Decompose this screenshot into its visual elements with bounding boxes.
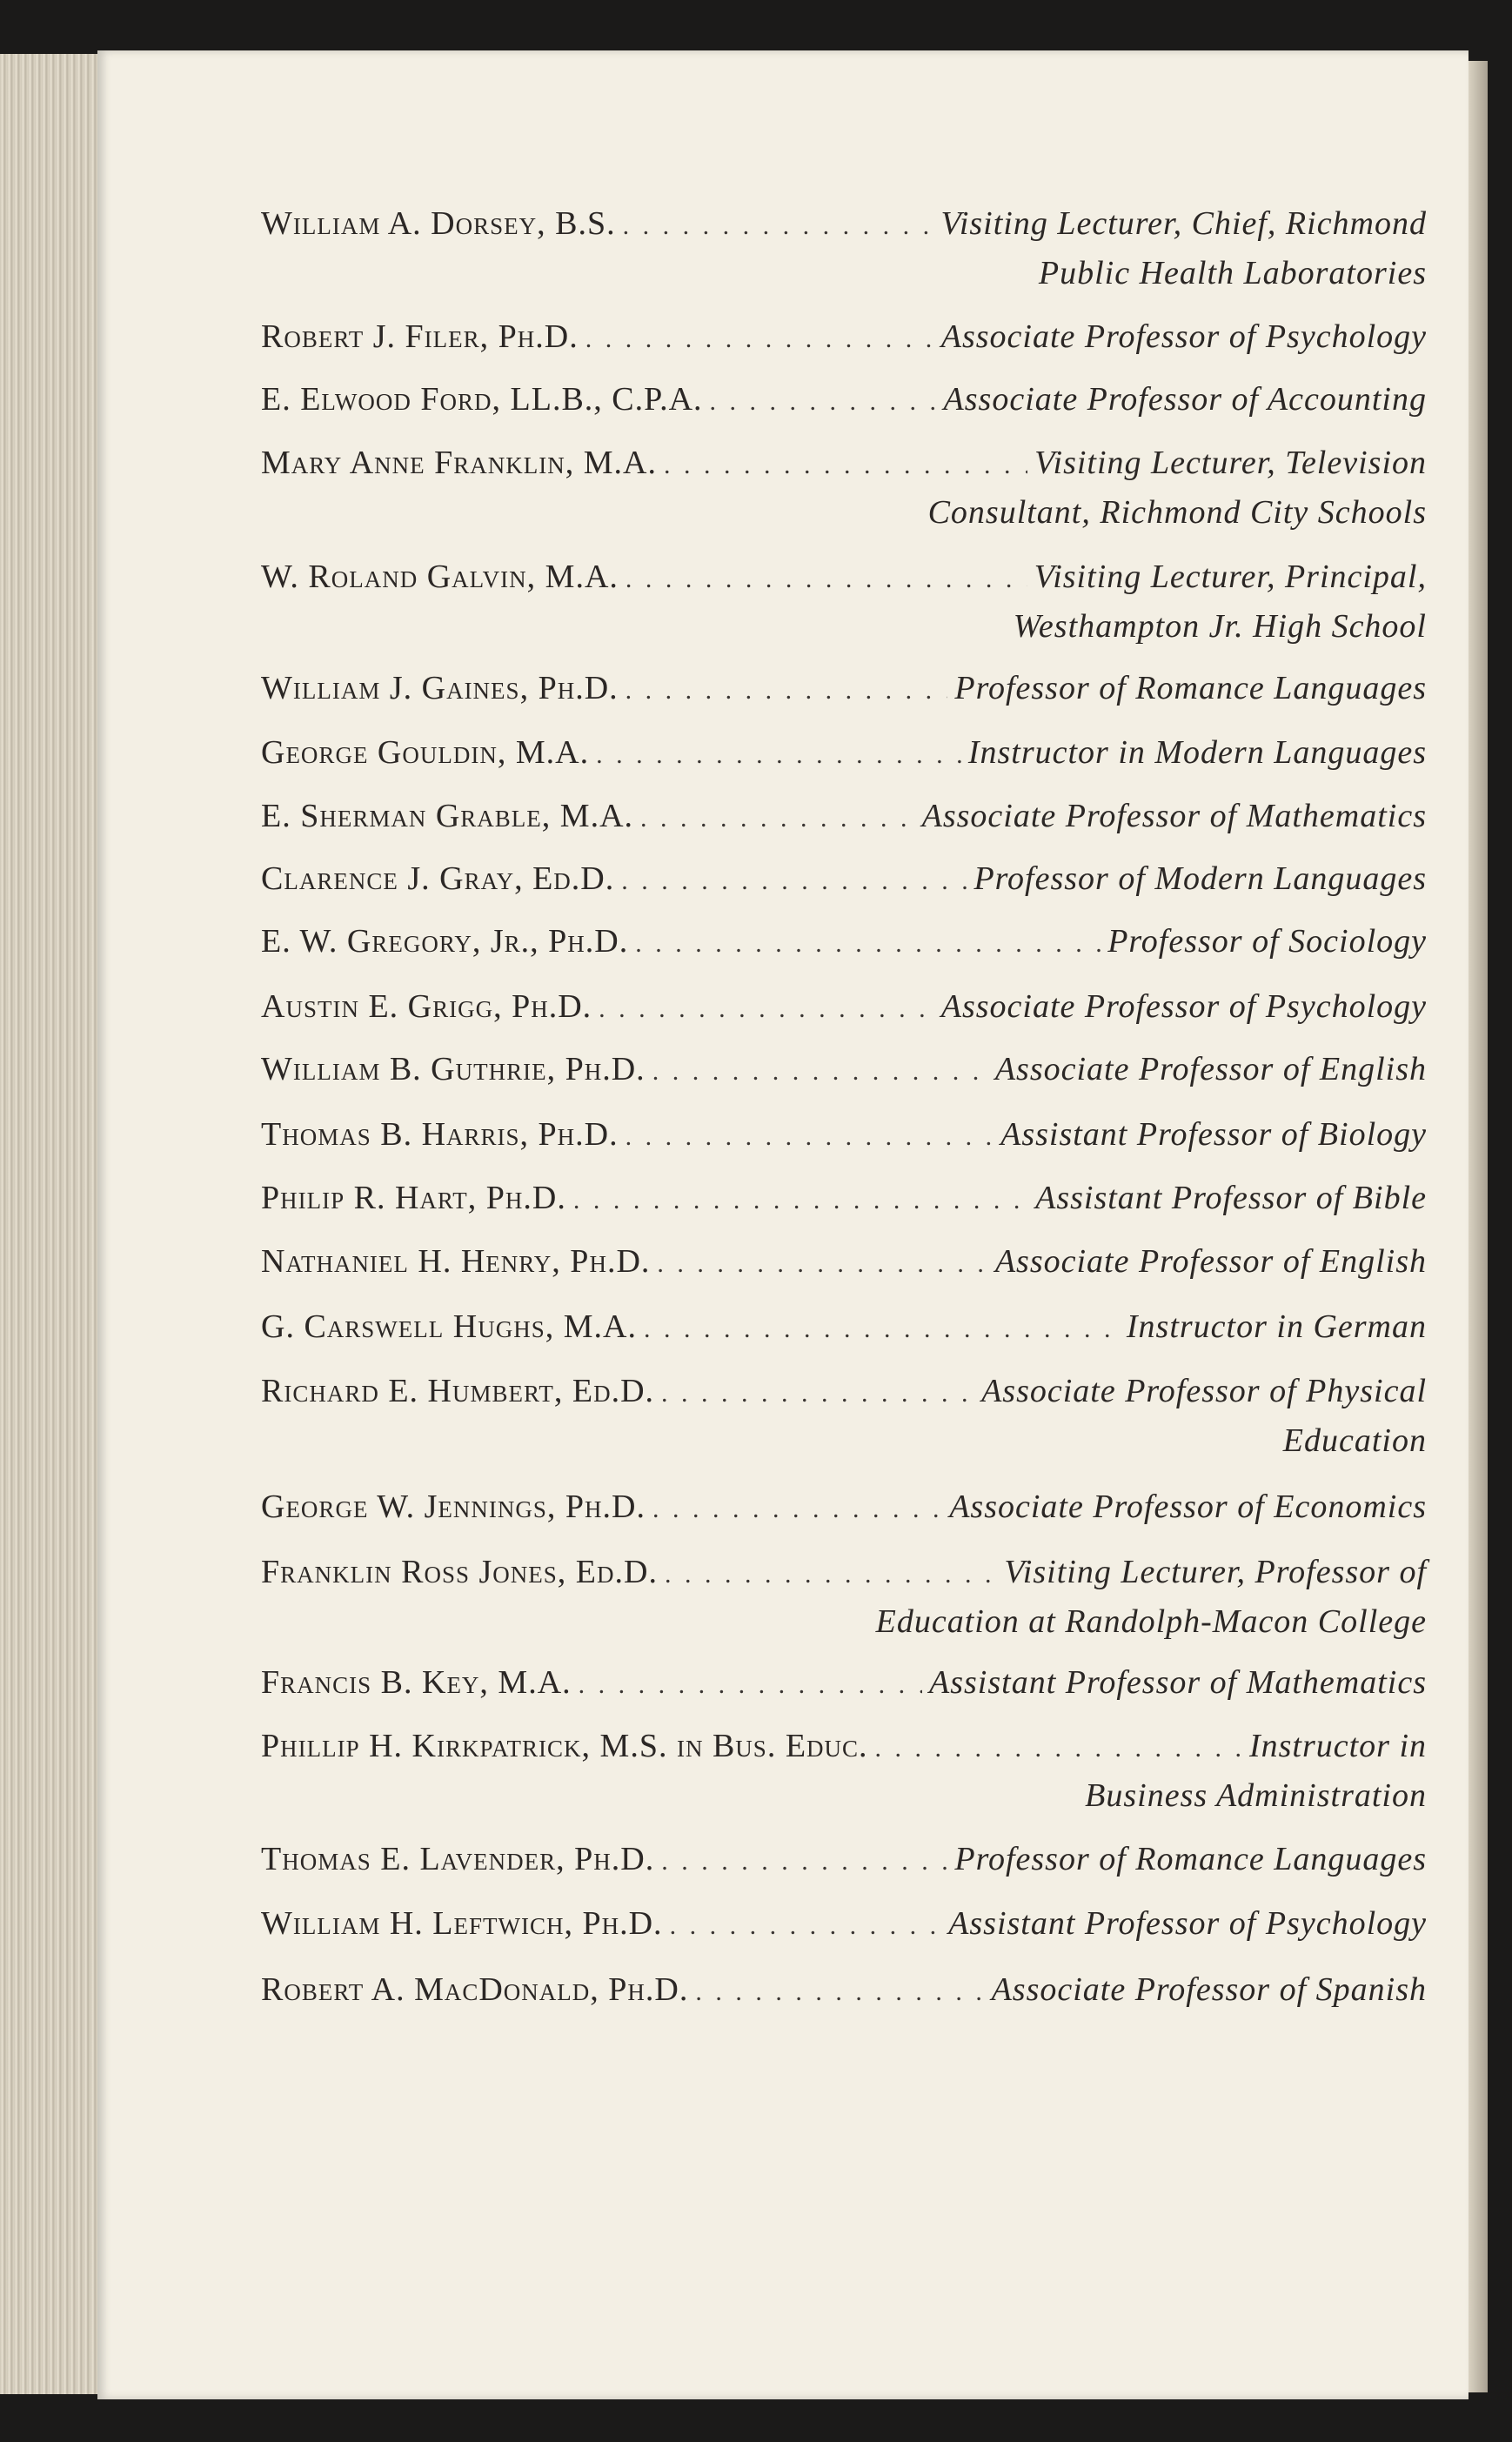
- dot-leader: [664, 442, 1027, 489]
- entry-first-line: [261, 1836, 1427, 1885]
- entry-first-line: [261, 1111, 1427, 1161]
- faculty-entry: [261, 1549, 1427, 1645]
- faculty-entry: [261, 855, 1427, 905]
- book-right-edge: [1469, 61, 1488, 2392]
- faculty-entry: [261, 1238, 1427, 1288]
- faculty-entry: [261, 1174, 1427, 1224]
- entry-first-line: [261, 1303, 1427, 1353]
- dot-leader: [626, 667, 948, 714]
- faculty-title-continued: Westhampton Jr. High School: [1013, 608, 1427, 645]
- faculty-name: Nathaniel H. Henry, Ph.D.: [261, 1243, 651, 1280]
- dot-leader: [665, 1551, 997, 1598]
- faculty-entry: [261, 376, 1427, 425]
- faculty-entry: [261, 1046, 1427, 1095]
- dot-leader: [652, 1486, 942, 1533]
- faculty-entry: [261, 1900, 1427, 1950]
- faculty-title-continued: Education: [1282, 1422, 1427, 1459]
- faculty-name: E. Elwood Ford, LL.B., C.P.A.: [261, 381, 703, 418]
- faculty-title: Assistant Professor of Biology: [1000, 1116, 1427, 1153]
- faculty-title: Visiting Lecturer, Chief, Richmond: [940, 205, 1427, 242]
- faculty-title: Instructor in: [1248, 1728, 1427, 1764]
- faculty-title: Associate Professor of Psychology: [940, 318, 1427, 355]
- dot-leader: [599, 986, 934, 1033]
- faculty-title: Associate Professor of Mathematics: [921, 798, 1427, 834]
- faculty-name: Richard E. Humbert, Ed.D.: [261, 1373, 655, 1409]
- faculty-entry: [261, 200, 1427, 297]
- faculty-title-continued: Education at Randolph-Macon College: [875, 1603, 1427, 1640]
- faculty-title: Visiting Lecturer, Professor of: [1004, 1554, 1427, 1590]
- dot-leader: [596, 732, 961, 779]
- entry-first-line: [261, 553, 1427, 603]
- faculty-name: G. Carswell Hughs, M.A.: [261, 1308, 637, 1345]
- entry-first-line: [261, 983, 1427, 1033]
- faculty-name: Thomas E. Lavender, Ph.D.: [261, 1841, 655, 1877]
- faculty-entry: [261, 1303, 1427, 1353]
- entry-first-line: [261, 918, 1427, 967]
- faculty-name: W. Roland Galvin, M.A.: [261, 559, 619, 595]
- faculty-name: William A. Dorsey, B.S.: [261, 205, 616, 242]
- faculty-title: Associate Professor of Economics: [949, 1489, 1427, 1525]
- faculty-title: Associate Professor of Psychology: [940, 988, 1427, 1025]
- faculty-entry: [261, 918, 1427, 967]
- faculty-title: Instructor in German: [1126, 1308, 1427, 1345]
- faculty-entry: [261, 983, 1427, 1033]
- entry-first-line: [261, 1900, 1427, 1950]
- faculty-entry: [261, 729, 1427, 779]
- dot-leader: [644, 1306, 1120, 1353]
- dot-leader: [635, 920, 1101, 967]
- faculty-title: Professor of Sociology: [1107, 923, 1427, 960]
- faculty-title-continued: Business Administration: [1085, 1777, 1427, 1814]
- faculty-title: Instructor in Modern Languages: [967, 734, 1427, 771]
- dot-leader: [585, 316, 934, 363]
- faculty-entry: [261, 1836, 1427, 1885]
- faculty-entry: [261, 1659, 1427, 1709]
- faculty-entry: [261, 1368, 1427, 1464]
- faculty-name: George Gouldin, M.A.: [261, 734, 590, 771]
- faculty-name: Austin E. Grigg, Ph.D.: [261, 988, 592, 1025]
- faculty-title-continued: Consultant, Richmond City Schools: [927, 494, 1427, 531]
- dot-leader: [623, 203, 934, 250]
- entry-first-line: [261, 729, 1427, 779]
- faculty-title: Professor of Romance Languages: [954, 670, 1427, 706]
- entry-first-line: [261, 1659, 1427, 1709]
- dot-leader: [875, 1725, 1242, 1772]
- faculty-title: Associate Professor of Accounting: [943, 381, 1427, 418]
- faculty-name: E. W. Gregory, Jr., Ph.D.: [261, 923, 629, 960]
- faculty-entry: [261, 793, 1427, 842]
- dot-leader: [626, 1114, 994, 1161]
- faculty-title: Associate Professor of Physical: [981, 1373, 1427, 1409]
- faculty-title: Professor of Romance Languages: [954, 1841, 1427, 1877]
- faculty-title: Professor of Modern Languages: [973, 860, 1427, 897]
- faculty-name: Phillip H. Kirkpatrick, M.S. in Bus. Educ.: [261, 1728, 868, 1764]
- dot-leader: [640, 795, 915, 842]
- faculty-name: Franklin Ross Jones, Ed.D.: [261, 1554, 658, 1590]
- faculty-name: George W. Jennings, Ph.D.: [261, 1489, 646, 1525]
- faculty-name: Philip R. Hart, Ph.D.: [261, 1180, 566, 1216]
- faculty-entry: [261, 1111, 1427, 1161]
- faculty-name: William B. Guthrie, Ph.D.: [261, 1051, 646, 1087]
- dot-leader: [661, 1370, 974, 1417]
- faculty-title-continued: Public Health Laboratories: [1038, 255, 1427, 291]
- faculty-title: Visiting Lecturer, Television: [1034, 445, 1427, 481]
- dot-leader: [657, 1241, 987, 1288]
- entry-first-line: [261, 793, 1427, 842]
- dot-leader: [661, 1838, 947, 1885]
- entry-first-line: [261, 1368, 1427, 1417]
- faculty-entry: [261, 1483, 1427, 1533]
- dot-leader: [621, 858, 967, 905]
- entry-first-line: [261, 1549, 1427, 1598]
- dot-leader: [670, 1903, 942, 1950]
- dot-leader: [695, 1969, 984, 2016]
- entry-first-line: [261, 1966, 1427, 2016]
- faculty-name: Robert A. MacDonald, Ph.D.: [261, 1971, 689, 2008]
- faculty-entry: [261, 665, 1427, 714]
- faculty-title: Assistant Professor of Psychology: [948, 1905, 1427, 1942]
- book-page-edges: [0, 54, 97, 2394]
- entry-first-line: [261, 1483, 1427, 1533]
- faculty-name: Mary Anne Franklin, M.A.: [261, 445, 657, 481]
- faculty-title: Assistant Professor of Mathematics: [929, 1664, 1427, 1701]
- faculty-title: Associate Professor of Spanish: [991, 1971, 1427, 2008]
- dot-leader: [652, 1048, 988, 1095]
- dot-leader: [710, 378, 937, 425]
- dot-leader: [579, 1662, 922, 1709]
- faculty-entry: [261, 439, 1427, 536]
- entry-first-line: [261, 439, 1427, 489]
- faculty-name: E. Sherman Grable, M.A.: [261, 798, 634, 834]
- entry-first-line: [261, 855, 1427, 905]
- faculty-name: Clarence J. Gray, Ed.D.: [261, 860, 615, 897]
- faculty-title: Assistant Professor of Bible: [1035, 1180, 1427, 1216]
- entry-first-line: [261, 1723, 1427, 1772]
- entry-first-line: [261, 200, 1427, 250]
- entry-first-line: [261, 1174, 1427, 1224]
- faculty-title: Visiting Lecturer, Principal,: [1034, 559, 1427, 595]
- entry-first-line: [261, 1238, 1427, 1288]
- faculty-name: William H. Leftwich, Ph.D.: [261, 1905, 663, 1942]
- dot-leader: [573, 1177, 1028, 1224]
- faculty-entry: [261, 313, 1427, 363]
- dot-leader: [626, 556, 1027, 603]
- entry-first-line: [261, 376, 1427, 425]
- faculty-entry: [261, 1723, 1427, 1819]
- faculty-name: William J. Gaines, Ph.D.: [261, 670, 619, 706]
- entry-first-line: [261, 313, 1427, 363]
- entry-first-line: [261, 1046, 1427, 1095]
- faculty-entry: [261, 553, 1427, 650]
- faculty-title: Associate Professor of English: [994, 1243, 1427, 1280]
- faculty-entry: [261, 1966, 1427, 2016]
- faculty-name: Thomas B. Harris, Ph.D.: [261, 1116, 619, 1153]
- faculty-title: Associate Professor of English: [994, 1051, 1427, 1087]
- entry-first-line: [261, 665, 1427, 714]
- faculty-name: Robert J. Filer, Ph.D.: [261, 318, 579, 355]
- faculty-name: Francis B. Key, M.A.: [261, 1664, 572, 1701]
